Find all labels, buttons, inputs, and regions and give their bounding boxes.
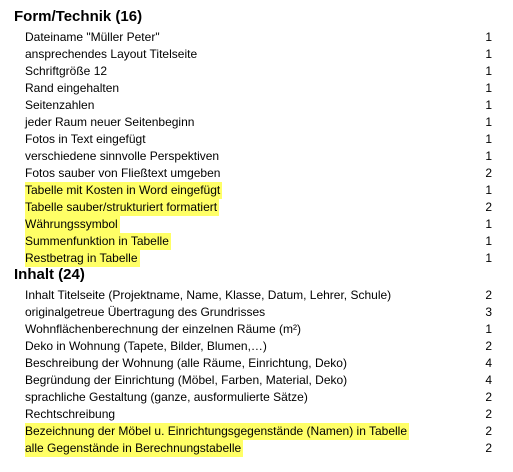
criterion-row (0, 321, 513, 338)
criterion-label: Währungssymbol (25, 217, 118, 231)
criterion-row (0, 97, 513, 114)
criterion-label: verschiedene sinnvolle Perspektiven (25, 149, 220, 163)
criterion-label: Wohnflächenberechnung der einzelnen Räume (m²) (25, 322, 301, 336)
criterion-row (0, 250, 513, 267)
criterion-row (0, 46, 513, 63)
criterion-points: 1 (485, 30, 492, 44)
criterion-row (0, 389, 513, 406)
criterion-points: 1 (485, 234, 492, 248)
criterion-label: Tabelle mit Kosten in Word eingefügt (25, 183, 221, 197)
criterion-label: ansprechendes Layout Titelseite (25, 47, 198, 61)
criterion-label: Rand eingehalten (25, 81, 120, 95)
criterion-points: 2 (485, 424, 492, 438)
criterion-row (0, 29, 513, 46)
criterion-label: Fotos in Text eingefügt (25, 132, 146, 146)
criterion-label: Rechtschreibung (25, 407, 116, 421)
section-heading: Inhalt (24) (14, 266, 85, 283)
criterion-label: Bezeichnung der Möbel u. Einrichtungsgegenstände (Namen) in Tabelle (25, 424, 408, 438)
criterion-row (0, 131, 513, 148)
criterion-label: Beschreibung der Wohnung (alle Räume, Einrichtung, Deko) (25, 356, 347, 370)
criterion-points: 2 (485, 390, 492, 404)
criterion-points: 1 (485, 132, 492, 146)
criterion-label: Schriftgröße 12 (25, 64, 108, 78)
criterion-points: 2 (485, 339, 492, 353)
criterion-row (0, 63, 513, 80)
criterion-points: 1 (485, 322, 492, 336)
criterion-points: 1 (485, 149, 492, 163)
criterion-row (0, 287, 513, 304)
criterion-row (0, 406, 513, 423)
criterion-points: 1 (485, 64, 492, 78)
criterion-row (0, 372, 513, 389)
criterion-points: 2 (485, 407, 492, 421)
criterion-label: Dateiname "Müller Peter" (25, 30, 160, 44)
criterion-row (0, 233, 513, 250)
criterion-row (0, 304, 513, 321)
criterion-label: Tabelle sauber/strukturiert formatiert (25, 200, 218, 214)
criterion-label: alle Gegenstände in Berechnungstabelle (25, 441, 242, 455)
criterion-row (0, 114, 513, 131)
criterion-label: Inhalt Titelseite (Projektname, Name, Klasse, Datum, Lehrer, Schule) (25, 288, 392, 302)
criterion-points: 1 (485, 115, 492, 129)
criterion-points: 2 (485, 200, 492, 214)
criterion-points: 3 (485, 305, 492, 319)
criterion-row (0, 165, 513, 182)
criterion-label: jeder Raum neuer Seitenbeginn (25, 115, 195, 129)
criterion-points: 1 (485, 251, 492, 265)
criterion-points: 2 (485, 288, 492, 302)
criterion-points: 2 (485, 166, 492, 180)
criterion-row (0, 423, 513, 440)
criterion-row (0, 148, 513, 165)
criterion-label: Restbetrag in Tabelle (25, 251, 138, 265)
criterion-label: Seitenzahlen (25, 98, 95, 112)
criterion-points: 2 (485, 441, 492, 455)
criterion-row (0, 182, 513, 199)
criterion-row (0, 80, 513, 97)
criterion-points: 4 (485, 373, 492, 387)
criterion-row (0, 216, 513, 233)
criterion-points: 1 (485, 81, 492, 95)
criterion-row (0, 440, 513, 457)
criterion-row (0, 355, 513, 372)
criterion-row (0, 199, 513, 216)
criterion-label: sprachliche Gestaltung (ganze, ausformulierte Sätze) (25, 390, 308, 404)
criterion-label: originalgetreue Übertragung des Grundrisses (25, 305, 266, 319)
criterion-points: 1 (485, 98, 492, 112)
criterion-label: Begründung der Einrichtung (Möbel, Farben, Material, Deko) (25, 373, 348, 387)
criterion-label: Deko in Wohnung (Tapete, Bilder, Blumen,…) (25, 339, 267, 353)
criterion-points: 1 (485, 217, 492, 231)
section-heading: Form/Technik (16) (14, 8, 143, 25)
criterion-points: 1 (485, 47, 492, 61)
criterion-points: 4 (485, 356, 492, 370)
criterion-label: Summenfunktion in Tabelle (25, 234, 169, 248)
criterion-row (0, 338, 513, 355)
criterion-label: Fotos sauber von Fließtext umgeben (25, 166, 221, 180)
criterion-points: 1 (485, 183, 492, 197)
